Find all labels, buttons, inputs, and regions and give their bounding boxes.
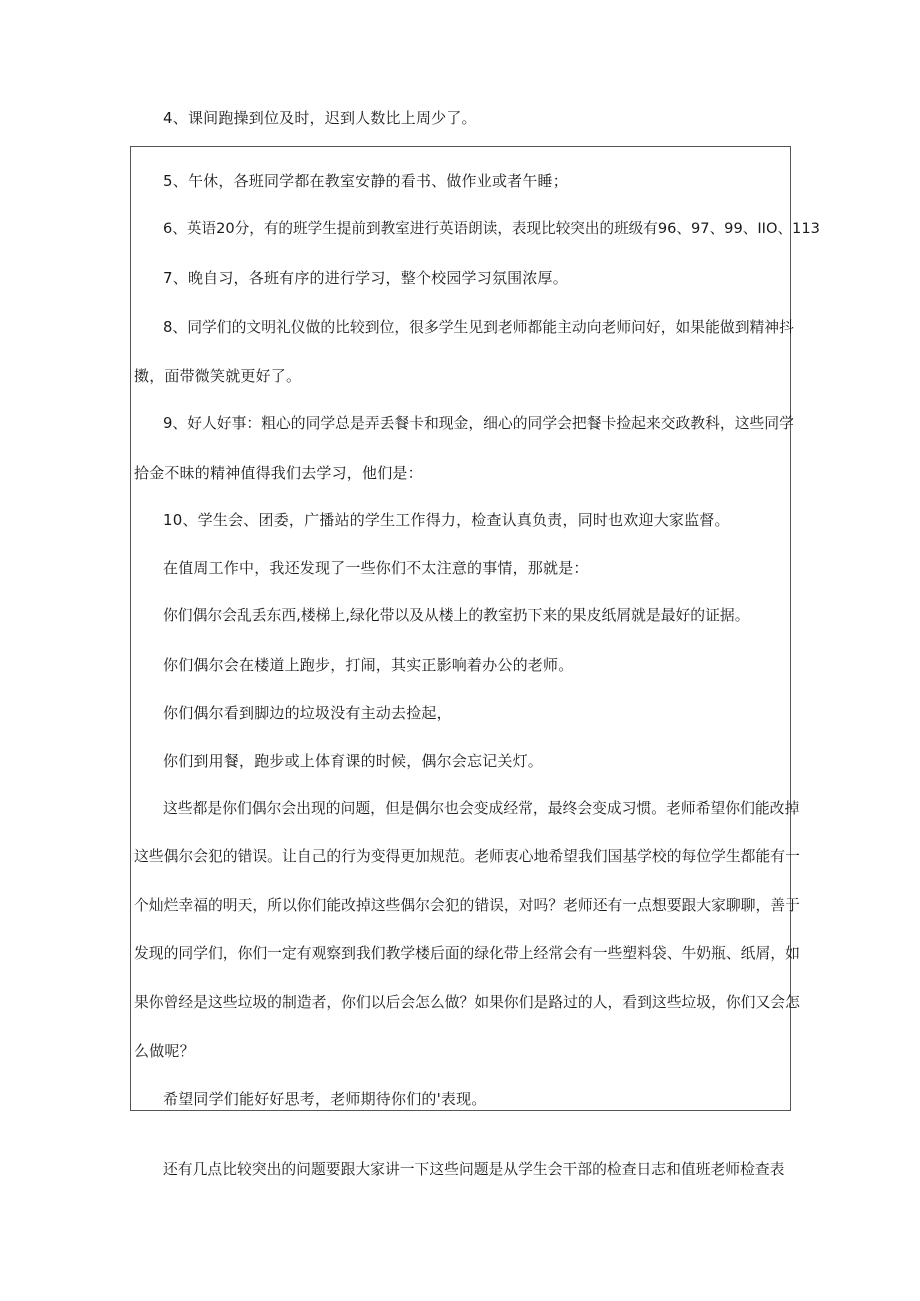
paragraph-habit-line4: 发现的同学们，你们一定有观察到我们教学楼后面的绿化带上经常会有一些塑料袋、牛奶瓶、纸屑，如 xyxy=(134,945,800,962)
paragraph-item-6: 6、英语20分，有的班学生提前到教室进行英语朗读，表现比较突出的班级有96、97、99、IIO、113 xyxy=(163,220,820,237)
paragraph-litter: 你们偶尔会乱丢东西,楼梯上,绿化带以及从楼上的教室扔下来的果皮纸屑就是最好的证据。 xyxy=(163,607,750,624)
paragraph-habit-line6: 么做呢？ xyxy=(134,1042,195,1060)
paragraph-habit-line5: 果你曾经是这些垃圾的制造者，你们以后会怎么做？如果你们是路过的人，看到这些垃圾，你们又会怎 xyxy=(134,994,800,1011)
paragraph-item-8-line1: 8、同学们的文明礼仪做的比较到位，很多学生见到老师都能主动向老师问好，如果能做到精神抖 xyxy=(163,319,794,336)
paragraph-item-5: 5、午休，各班同学都在教室安静的看书、做作业或者午睡； xyxy=(163,172,568,190)
paragraph-habit-line3: 个灿烂幸福的明天，所以你们能改掉这些偶尔会犯的错误，对吗？老师还有一点想要跟大家聊聊，善于 xyxy=(134,897,800,914)
paragraph-item-10: 10、学生会、团委，广播站的学生工作得力，检查认真负责，同时也欢迎大家监督。 xyxy=(163,511,730,529)
paragraph-item-9-line2: 拾金不昧的精神值得我们去学习，他们是： xyxy=(134,464,423,482)
paragraph-item-8-line2: 擞，面带微笑就更好了。 xyxy=(134,367,302,385)
paragraph-habit-line1: 这些都是你们偶尔会出现的问题，但是偶尔也会变成经常，最终会变成习惯。老师希望你们能改掉 xyxy=(163,800,800,817)
paragraph-item-7: 7、晚自习，各班有序的进行学习，整个校园学习氛围浓厚。 xyxy=(163,269,568,287)
bordered-text-box xyxy=(130,146,791,1111)
paragraph-item-9-line1: 9、好人好事：粗心的同学总是弄丢餐卡和现金，细心的同学会把餐卡捡起来交政教科，这些同学 xyxy=(163,415,794,432)
paragraph-running: 你们偶尔会在楼道上跑步，打闹，其实正影响着办公的老师。 xyxy=(163,656,574,674)
paragraph-habit-line2: 这些偶尔会犯的错误。让自己的行为变得更加规范。老师衷心地希望我们国基学校的每位学生都能有一 xyxy=(134,848,800,865)
paragraph-closing: 希望同学们能好好思考，老师期待你们的'表现。 xyxy=(163,1090,487,1108)
paragraph-intro: 在值周工作中，我还发现了一些你们不太注意的事情，那就是： xyxy=(163,559,589,577)
paragraph-item-4: 4、课间跑操到位及时，迟到人数比上周少了。 xyxy=(163,109,477,127)
paragraph-lights: 你们到用餐，跑步或上体育课的时候，偶尔会忘记关灯。 xyxy=(163,752,544,770)
paragraph-garbage: 你们偶尔看到脚边的垃圾没有主动去捡起， xyxy=(163,704,452,722)
paragraph-following: 还有几点比较突出的问题要跟大家讲一下这些问题是从学生会干部的检查日志和值班老师检查表 xyxy=(163,1161,785,1178)
